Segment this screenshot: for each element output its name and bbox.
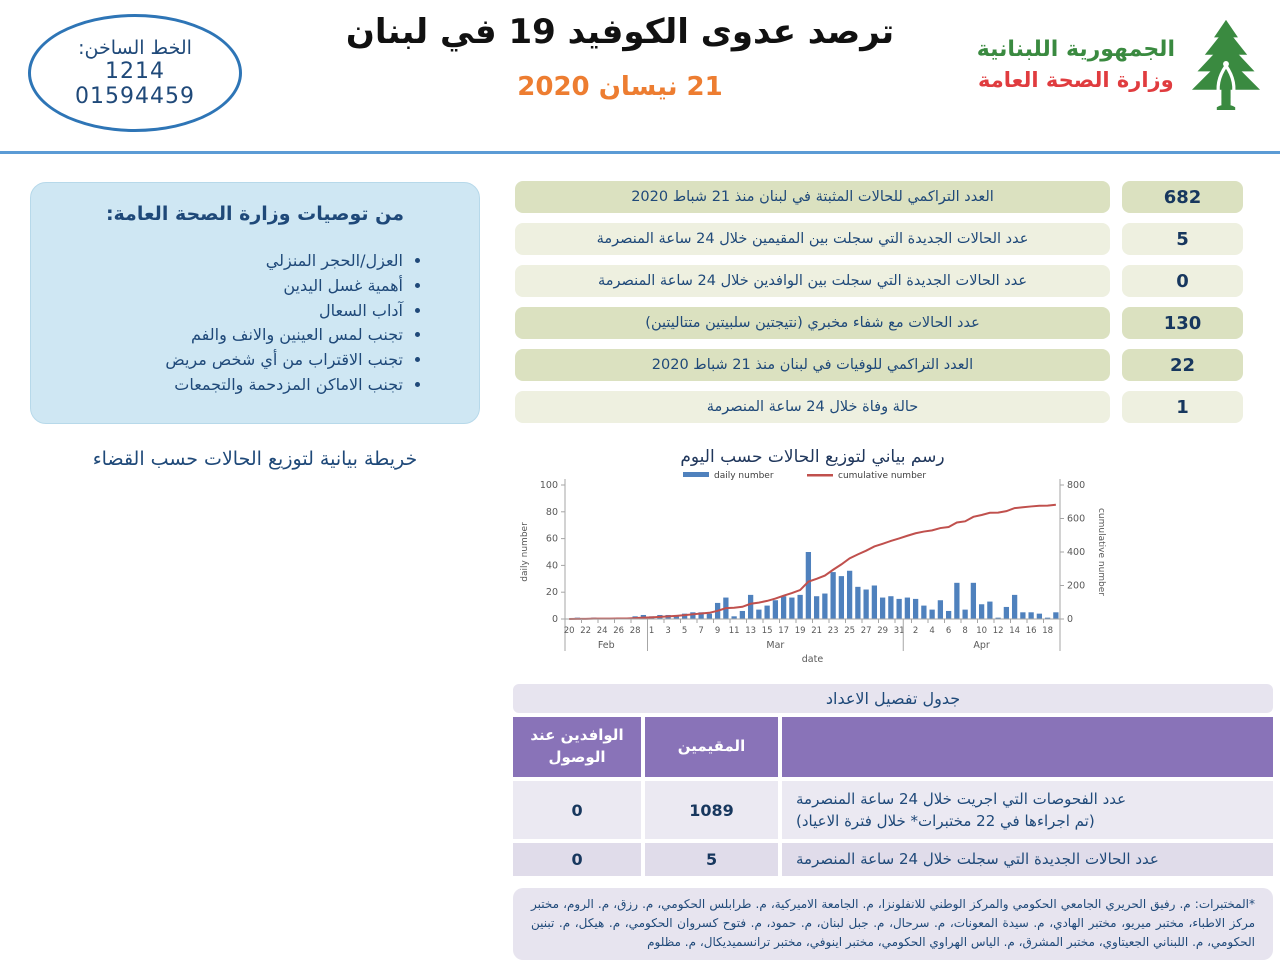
svg-text:28: 28 (629, 626, 641, 636)
table-header-arrivals: الوافدين عند الوصول (513, 717, 641, 777)
svg-text:14: 14 (1009, 626, 1021, 636)
ministry-name-line1: الجمهورية اللبنانية (976, 36, 1175, 62)
svg-text:15: 15 (761, 626, 773, 636)
stat-row-new-arrival-cases (515, 265, 1243, 297)
svg-text:12: 12 (992, 626, 1004, 636)
cedar-tree-icon (1187, 18, 1265, 110)
svg-text:5: 5 (681, 626, 688, 636)
svg-text:40: 40 (545, 560, 558, 572)
stat-row-cumulative-cases (515, 181, 1243, 213)
svg-text:Apr: Apr (973, 640, 990, 651)
svg-text:cumulative number: cumulative number (838, 471, 927, 481)
table-row-label (782, 843, 1273, 876)
recommendation-item: • تجنب الاماكن المزدحمة والتجمعات (59, 373, 403, 398)
svg-text:21: 21 (811, 626, 823, 636)
stat-row-deaths-24h (515, 391, 1243, 423)
details-table (513, 684, 1273, 876)
chart-canvas (515, 469, 1110, 671)
svg-text:23: 23 (827, 626, 839, 636)
recommendation-item: • أهمية غسل اليدين (59, 274, 403, 299)
svg-text:27: 27 (860, 626, 872, 636)
svg-text:100: 100 (539, 480, 558, 491)
svg-text:10: 10 (976, 626, 988, 636)
stat-value: 130 (1122, 307, 1243, 339)
svg-text:2: 2 (912, 626, 919, 636)
recommendation-item: • تجنب الاقتراب من أي شخص مريض (59, 348, 403, 373)
stat-value: 1 (1122, 391, 1243, 423)
stat-row-new-resident-cases (515, 223, 1243, 255)
svg-text:11: 11 (728, 626, 740, 636)
svg-text:4: 4 (929, 626, 935, 636)
stat-label: عدد الحالات الجديدة التي سجلت بين الوافدين خلال 24 ساعة المنصرمة (515, 265, 1110, 297)
header-divider (0, 151, 1280, 154)
table-cell-arrivals: 0 (513, 843, 641, 876)
svg-text:Mar: Mar (766, 640, 785, 651)
svg-text:18: 18 (1042, 626, 1054, 636)
recommendation-item: • العزل/الحجر المنزلي (59, 249, 403, 274)
daily-cases-chart (515, 447, 1110, 675)
svg-text:20: 20 (563, 626, 575, 636)
svg-text:7: 7 (698, 626, 704, 636)
svg-text:3: 3 (665, 626, 671, 636)
recommendations-title: من توصيات وزارة الصحة العامة: (105, 203, 405, 225)
svg-text:17: 17 (778, 626, 790, 636)
table-cell-residents: 5 (645, 843, 778, 876)
table-row-label (782, 781, 1273, 839)
stat-value: 0 (1122, 265, 1243, 297)
stat-label: حالة وفاة خلال 24 ساعة المنصرمة (515, 391, 1110, 423)
stat-value: 682 (1122, 181, 1243, 213)
table-title: جدول تفصيل الاعداد (513, 684, 1273, 713)
svg-text:200: 200 (1067, 580, 1086, 592)
svg-text:13: 13 (745, 626, 757, 636)
page-title: ترصد عدوى الكوفيد 19 في لبنان (345, 12, 895, 52)
stat-row-recovered (515, 307, 1243, 339)
ministry-logo (950, 18, 1265, 110)
table-cell-arrivals: 0 (513, 781, 641, 839)
stat-label: العدد التراكمي للحالات المثبتة في لبنان منذ 21 شباط 2020 (515, 181, 1110, 213)
stat-label: عدد الحالات الجديدة التي سجلت بين المقيمين خلال 24 ساعة المنصرمة (515, 223, 1110, 255)
svg-text:22: 22 (580, 626, 592, 636)
table-row-label-line1: عدد الفحوصات التي اجريت خلال 24 ساعة المنصرمة (796, 789, 1127, 808)
laboratories-footnote: *المختبرات: م. رفيق الحريري الجامعي الحكومي والمركز الوطني للانفلونزا، م. الجامعة الاميركية، م. طرابلس الحكومي، م. رزق، م. الروم، مختبر مركز الاطباء، مختبر ميريو، مختبر الهادي، م. سيدة المعونات، م. سرحال، م. جبل لبنان، م. حمود، م. فتوح كسروان الحكومي، م. هيكل، م. تبنين الحكومي، م. اللبناني الجعيتاوي، مختبر المشرق، م. الياس الهراوي الحكومي، مختبر اينوفي، مختبر ترانسميديكال، م. مظلوم (513, 888, 1273, 960)
svg-text:16: 16 (1025, 626, 1037, 636)
recommendation-item: • آداب السعال (59, 299, 403, 324)
report-header (300, 10, 940, 102)
svg-text:31: 31 (893, 626, 905, 636)
svg-text:29: 29 (877, 626, 889, 636)
svg-text:19: 19 (794, 626, 806, 636)
svg-text:cumulative number: cumulative number (1096, 507, 1106, 597)
hotline-label: الخط الساخن: (78, 37, 192, 59)
svg-text:600: 600 (1067, 513, 1086, 525)
table-row-label-line2: (تم اجراءها في 22 مختبرات* خلال فترة الاعياد) (796, 812, 1095, 830)
svg-text:60: 60 (545, 533, 558, 545)
svg-text:0: 0 (551, 614, 558, 625)
svg-text:daily number: daily number (714, 471, 774, 481)
hotline-long-number: 01594459 (75, 84, 195, 109)
table-row-label-line1: عدد الحالات الجديدة التي سجلت خلال 24 ساعة المنصرمة (796, 850, 1159, 869)
stat-label: عدد الحالات مع شفاء مخبري (نتيجتين سلبيتين متتاليتين) (515, 307, 1110, 339)
svg-text:80: 80 (545, 506, 558, 518)
hotline-badge (28, 14, 242, 132)
recommendation-item: • تجنب لمس العينين والانف والفم (59, 323, 403, 348)
svg-text:8: 8 (962, 626, 968, 636)
stat-value: 22 (1122, 349, 1243, 381)
svg-text:400: 400 (1067, 547, 1086, 558)
svg-text:9: 9 (714, 626, 721, 636)
svg-text:daily number: daily number (520, 522, 530, 582)
svg-text:24: 24 (596, 626, 608, 636)
svg-text:1: 1 (648, 626, 655, 636)
table-header-empty (782, 717, 1273, 777)
stat-value: 5 (1122, 223, 1243, 255)
svg-text:25: 25 (844, 626, 856, 636)
recommendations-list (59, 249, 451, 398)
stat-row-cumulative-deaths (515, 349, 1243, 381)
table-cell-residents: 1089 (645, 781, 778, 839)
stat-label: العدد التراكمي للوفيات في لبنان منذ 21 شباط 2020 (515, 349, 1110, 381)
report-date: 21 نيسان 2020 (517, 72, 723, 103)
svg-text:0: 0 (1067, 614, 1074, 625)
cases-map-link[interactable]: خريطة بيانية لتوزيع الحالات حسب القضاء (92, 448, 418, 470)
hotline-short-number: 1214 (105, 59, 165, 84)
svg-text:800: 800 (1067, 480, 1086, 491)
svg-text:20: 20 (545, 587, 558, 599)
svg-text:26: 26 (613, 626, 625, 636)
recommendations-box (30, 182, 480, 424)
svg-text:6: 6 (945, 626, 952, 636)
svg-text:date: date (801, 654, 824, 665)
svg-text:Feb: Feb (597, 640, 615, 651)
table-header-residents: المقيمين (645, 717, 778, 777)
ministry-name-line2: وزارة الصحة العامة (978, 67, 1174, 92)
stats-list (515, 181, 1243, 423)
ministry-logo-text (977, 37, 1175, 92)
chart-title: رسم بياني لتوزيع الحالات حسب اليوم (680, 447, 945, 467)
